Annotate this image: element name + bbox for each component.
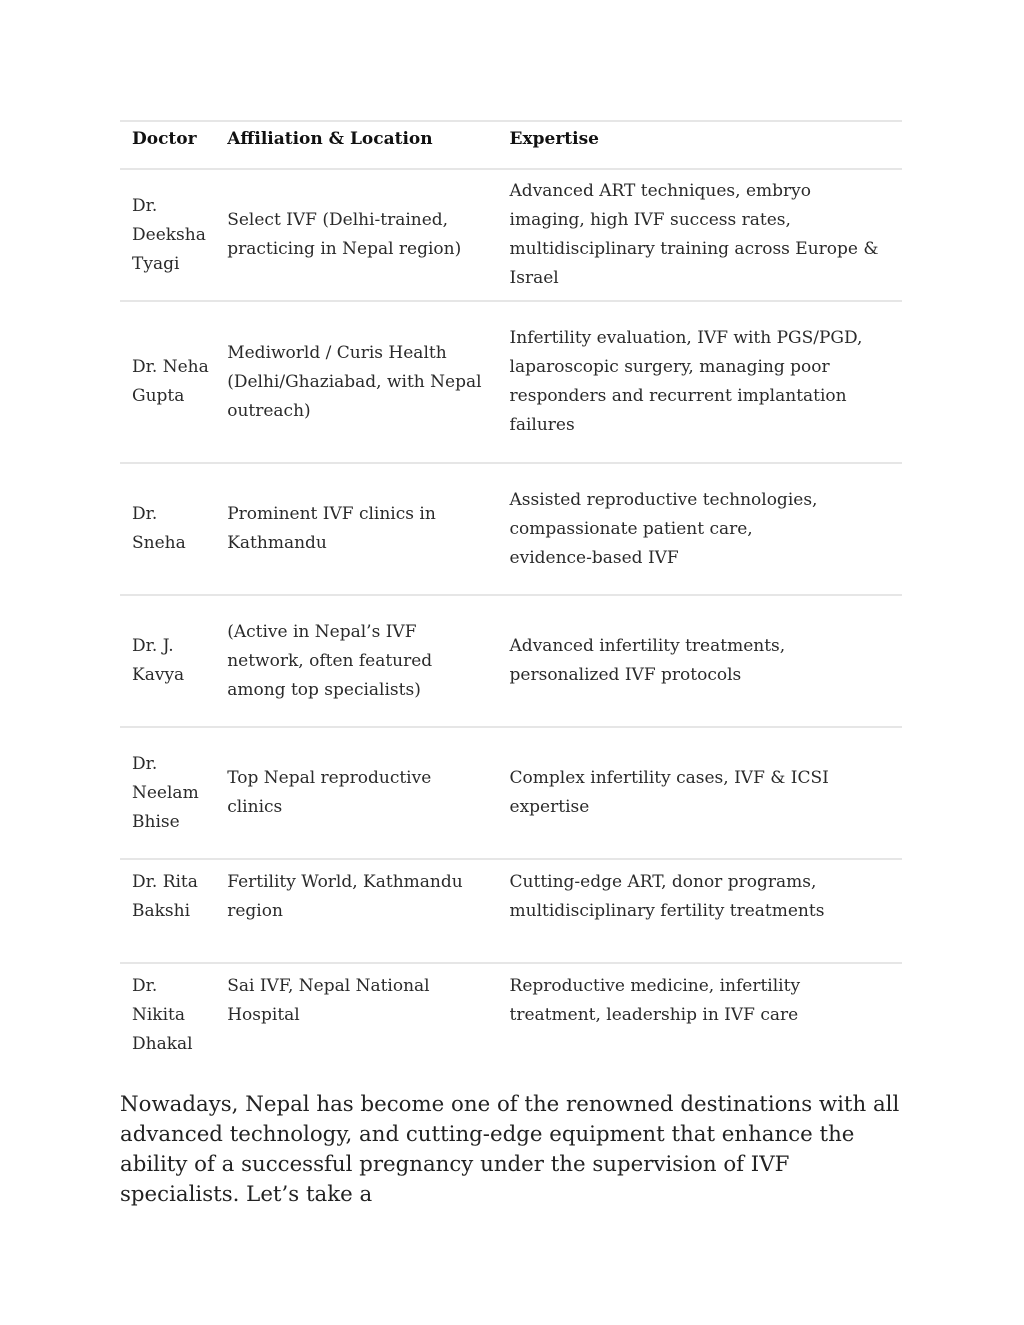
doctor-affiliation: Mediworld / Curis Health (Delhi/Ghaziabad, with Nepal outreach) xyxy=(215,301,497,463)
doctor-expertise: Infertility evaluation, IVF with PGS/PGD, laparoscopic surgery, managing poor responders and recurrent implantation failures xyxy=(498,301,902,463)
header-expertise: Expertise xyxy=(498,121,902,169)
doctor-name: Dr. Neha Gupta xyxy=(120,301,215,463)
doctor-expertise: Advanced ART techniques, embryo imaging, high IVF success rates, multidisciplinary training across Europe & Israel xyxy=(498,169,902,301)
doctor-affiliation: Select IVF (Delhi-trained, practicing in Nepal region) xyxy=(215,169,497,301)
table-row xyxy=(120,463,902,595)
table-header-row xyxy=(120,121,902,169)
doctor-expertise: Reproductive medicine, infertility treatment, leadership in IVF care xyxy=(498,963,902,1059)
doctor-affiliation: Sai IVF, Nepal National Hospital xyxy=(215,963,497,1059)
doctor-name: Dr. Deeksha Tyagi xyxy=(120,169,215,301)
header-affiliation: Affiliation & Location xyxy=(215,121,497,169)
doctor-expertise: Cutting‑edge ART, donor programs, multidisciplinary fertility treatments xyxy=(498,859,902,963)
doctor-affiliation: Top Nepal reproductive clinics xyxy=(215,727,497,859)
table-row xyxy=(120,595,902,727)
doctor-affiliation: Fertility World, Kathmandu region xyxy=(215,859,497,963)
table-row xyxy=(120,169,902,301)
doctor-expertise: Complex infertility cases, IVF & ICSI expertise xyxy=(498,727,902,859)
doctor-expertise: Advanced infertility treatments, personalized IVF protocols xyxy=(498,595,902,727)
doctor-name: Dr. J. Kavya xyxy=(120,595,215,727)
doctor-expertise: Assisted reproductive technologies, compassionate patient care, evidence‑based IVF xyxy=(498,463,902,595)
table-row xyxy=(120,727,902,859)
doctor-affiliation: Prominent IVF clinics in Kathmandu xyxy=(215,463,497,595)
body-paragraph: Nowadays, Nepal has become one of the renowned destinations with all advanced technology, and cutting-edge equipment that enhance the ability of a successful pregnancy under the supervision of IVF specialists. Let’s take a xyxy=(120,1092,900,1207)
table-row xyxy=(120,859,902,963)
doctor-name: Dr. Rita Bakshi xyxy=(120,859,215,963)
doctors-table xyxy=(120,120,902,1059)
doctor-affiliation: (Active in Nepal’s IVF network, often featured among top specialists) xyxy=(215,595,497,727)
doctor-name: Dr. Nikita Dhakal xyxy=(120,963,215,1059)
header-doctor: Doctor xyxy=(120,121,215,169)
doctor-name: Dr. Sneha xyxy=(120,463,215,595)
table-row xyxy=(120,963,902,1059)
table-row xyxy=(120,301,902,463)
doctor-name: Dr. Neelam Bhise xyxy=(120,727,215,859)
